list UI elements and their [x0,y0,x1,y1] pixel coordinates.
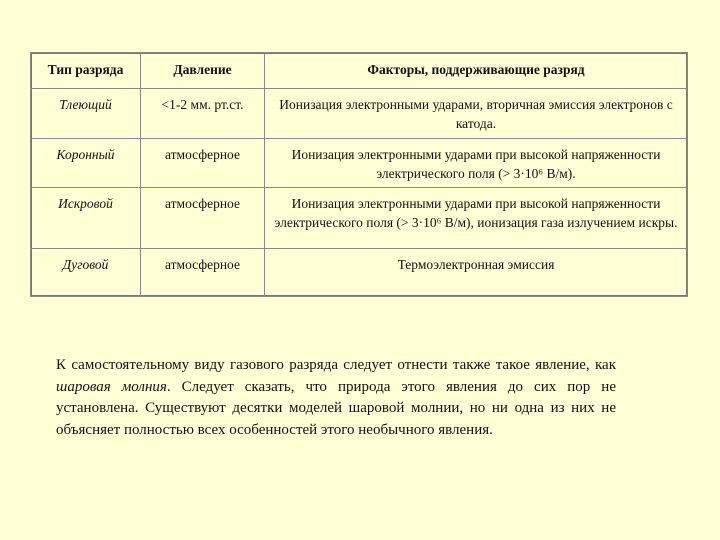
ball-lightning-paragraph [56,355,616,441]
factors-cell: Ионизация электронными ударами, вторичная эмиссия электронов с катода. [265,89,688,139]
table-row [31,89,688,139]
pressure-cell: <1-2 мм. рт.ст. [141,89,265,139]
table-header-row [31,53,688,89]
discharge-type-cell: Коронный [31,139,141,188]
header-factors: Факторы, поддерживающие разряд [265,53,688,89]
paragraph-text-after: . Следует сказать, что природа этого явления до сих пор не установлена. Существуют десятки моделей шаровой молнии, но ни одна из них не объясняет полностью всех особенностей этого необычного явления. [56,378,616,438]
paragraph-text-before: К самостоятельному виду газового разряда следует отнести также такое явление, как [56,357,616,373]
table-row [31,188,688,249]
pressure-cell: атмосферное [141,139,265,188]
discharge-type-cell: Дуговой [31,249,141,297]
discharge-types-table [30,52,688,297]
paragraph-emphasis: шаровая молния [56,378,167,395]
pressure-cell: атмосферное [141,249,265,297]
factors-cell: Термоэлектронная эмиссия [265,249,688,297]
factors-cell: Ионизация электронными ударами при высокой напряженности электрического поля (> 3·10⁶ В/м). [265,139,688,188]
table-row [31,139,688,188]
pressure-cell: атмосферное [141,188,265,249]
discharge-type-cell: Искровой [31,188,141,249]
table-row [31,249,688,297]
discharge-type-cell: Тлеющий [31,89,141,139]
header-discharge-type: Тип разряда [31,53,141,89]
header-pressure: Давление [141,53,265,89]
factors-cell: Ионизация электронными ударами при высокой напряженности электрического поля (> 3·10⁶ В/м), ионизация газа излучением искры. [265,188,688,249]
